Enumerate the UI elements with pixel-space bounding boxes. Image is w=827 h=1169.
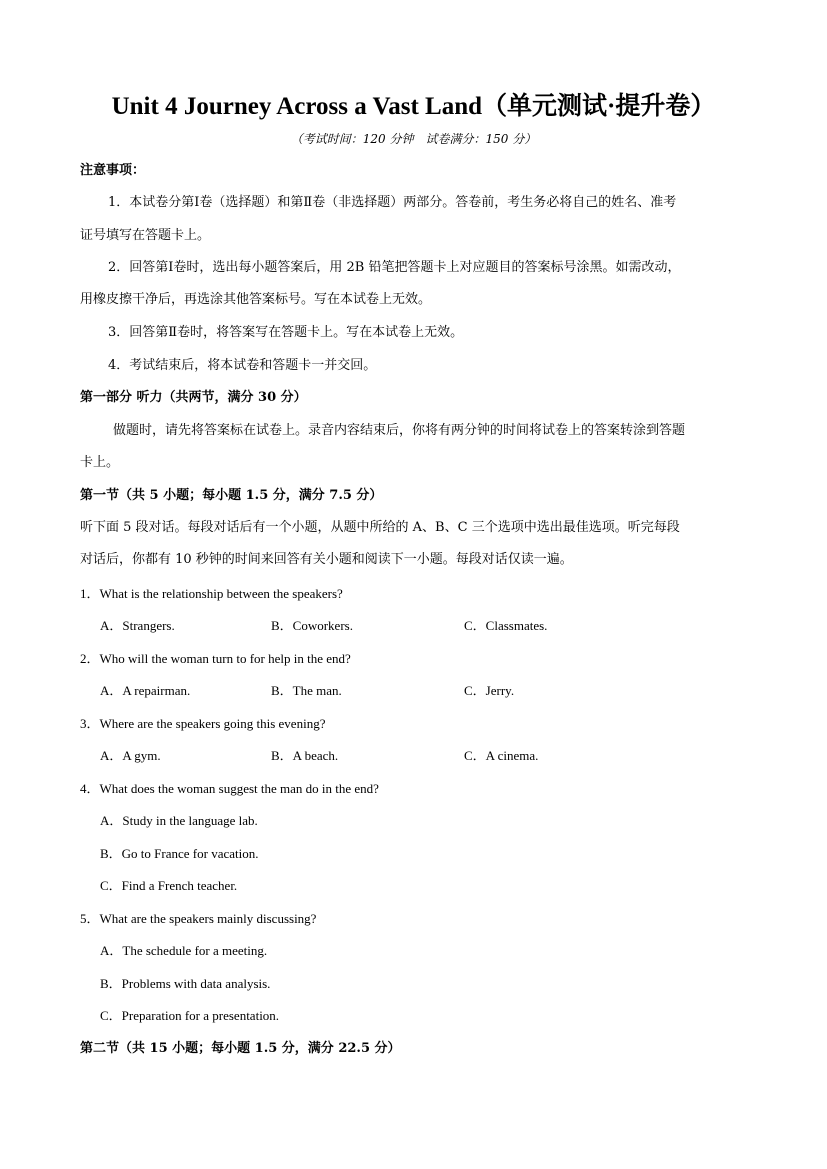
part-1-intro-line-2: 卡上。 xyxy=(80,455,120,470)
note-item-1-line-1: 1．本试卷分第Ⅰ卷（选择题）和第Ⅱ卷（非选择题）两部分。答卷前，考生务必将自己的姓名、准考 xyxy=(108,195,677,210)
note-item-2-line-1: 2．回答第Ⅰ卷时，选出每小题答案后，用 2B 铅笔把答题卡上对应题目的答案标号涂黑。如需改动， xyxy=(108,260,681,275)
question-3-option-b[interactable]: B．A beach. xyxy=(271,748,339,763)
notes-heading: 注意事项： xyxy=(80,163,146,178)
question-5-option-a[interactable]: A．The schedule for a meeting. xyxy=(100,943,268,958)
question-4-option-b[interactable]: B．Go to France for vacation. xyxy=(100,846,259,861)
page-title: Unit 4 Journey Across a Vast Land（单元测试·提升卷） xyxy=(111,93,716,120)
question-1-option-b[interactable]: B．Coworkers. xyxy=(271,618,353,633)
question-4-stem: 4．What does the woman suggest the man do in the end? xyxy=(80,781,379,796)
question-5-option-b[interactable]: B．Problems with data analysis. xyxy=(100,976,271,991)
part-1-intro-line-1: 做题时，请先将答案标在试卷上。录音内容结束后，你将有两分钟的时间将试卷上的答案转涂到答题 xyxy=(113,423,686,438)
question-4-option-a[interactable]: A．Study in the language lab. xyxy=(100,813,258,828)
question-1-option-c[interactable]: C．Classmates. xyxy=(464,618,548,633)
note-item-1-line-2: 证号填写在答题卡上。 xyxy=(80,228,211,243)
question-2-option-a[interactable]: A．A repairman. xyxy=(100,683,191,698)
question-4-option-c[interactable]: C．Find a French teacher. xyxy=(100,878,238,893)
question-5-option-c[interactable]: C．Preparation for a presentation. xyxy=(100,1008,280,1023)
note-item-2-line-2: 用橡皮擦干净后，再选涂其他答案标号。写在本试卷上无效。 xyxy=(80,292,432,307)
question-1-stem: 1．What is the relationship between the speakers? xyxy=(80,586,343,601)
exam-info: （考试时间：120 分钟 试卷满分：150 分） xyxy=(290,132,537,146)
question-2-option-b[interactable]: B．The man. xyxy=(271,683,342,698)
note-item-4: 4．考试结束后，将本试卷和答题卡一并交回。 xyxy=(108,358,377,373)
section-1-intro-line-2: 对话后，你都有 10 秒钟的时间来回答有关小题和阅读下一小题。每段对话仅读一遍。 xyxy=(80,552,573,567)
part-1-heading: 第一部分 听力（共两节，满分 30 分） xyxy=(80,390,307,405)
question-1-option-a[interactable]: A．Strangers. xyxy=(100,618,175,633)
question-3-option-a[interactable]: A．A gym. xyxy=(100,748,161,763)
section-1-heading: 第一节（共 5 小题；每小题 1.5 分，满分 7.5 分） xyxy=(80,488,383,503)
question-5-stem: 5．What are the speakers mainly discussing? xyxy=(80,911,317,926)
section-1-intro-line-1: 听下面 5 段对话。每段对话后有一个小题，从题中所给的 A、B、C 三个选项中选出最佳选项。听完每段 xyxy=(80,520,680,535)
section-2-heading: 第二节（共 15 小题；每小题 1.5 分，满分 22.5 分） xyxy=(80,1041,401,1056)
question-2-option-c[interactable]: C．Jerry. xyxy=(464,683,515,698)
question-3-option-c[interactable]: C．A cinema. xyxy=(464,748,539,763)
question-3-stem: 3．Where are the speakers going this evening? xyxy=(80,716,326,731)
question-2-stem: 2．Who will the woman turn to for help in the end? xyxy=(80,651,351,666)
note-item-3: 3．回答第Ⅱ卷时，将答案写在答题卡上。写在本试卷上无效。 xyxy=(108,325,464,340)
